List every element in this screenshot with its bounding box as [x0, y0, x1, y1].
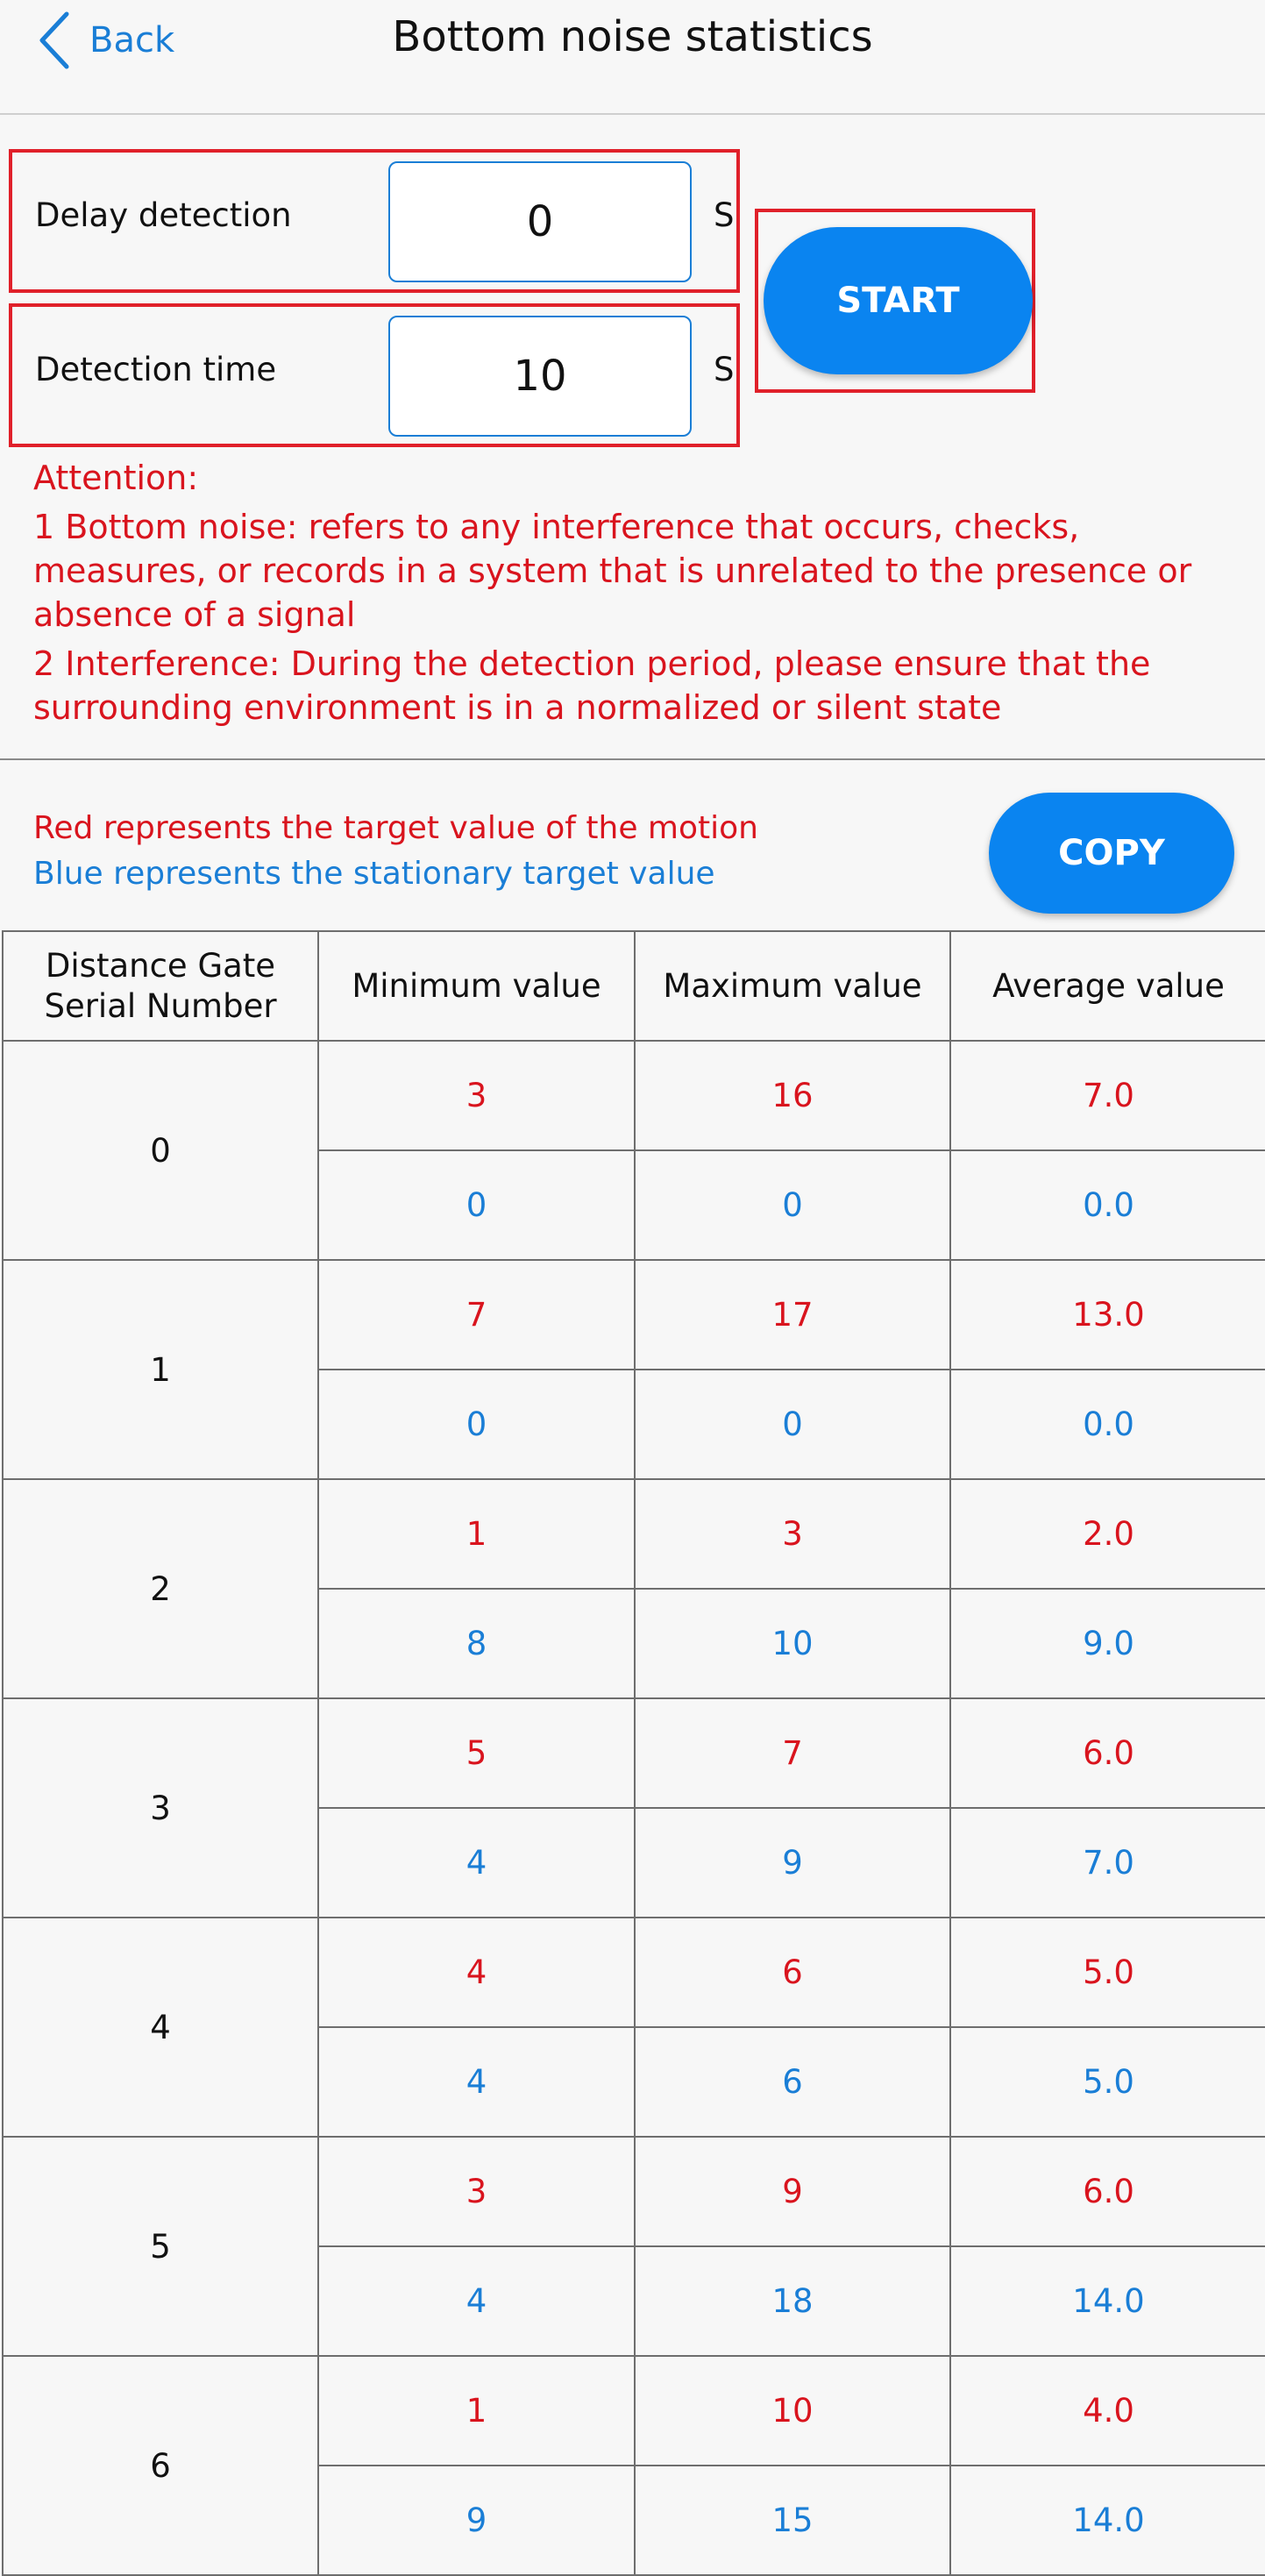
table-row — [3, 1918, 1265, 2027]
stationary-avg: 5.0 — [950, 2027, 1265, 2137]
stationary-min: 4 — [318, 1808, 635, 1918]
stationary-min: 0 — [318, 1370, 635, 1479]
stationary-min: 0 — [318, 1150, 635, 1260]
stationary-max: 18 — [635, 2246, 950, 2356]
stationary-avg: 14.0 — [950, 2246, 1265, 2356]
gate-number: 3 — [3, 1698, 318, 1918]
gate-number: 2 — [3, 1479, 318, 1698]
stationary-min: 8 — [318, 1589, 635, 1698]
table-header-row — [3, 931, 1265, 1041]
motion-avg: 4.0 — [950, 2356, 1265, 2466]
stationary-avg: 14.0 — [950, 2466, 1265, 2575]
header-bar — [0, 0, 1265, 115]
section-divider — [0, 758, 1265, 760]
start-button-frame — [755, 209, 1035, 393]
stationary-max: 0 — [635, 1370, 950, 1479]
gate-number: 4 — [3, 1918, 318, 2137]
copy-button[interactable]: COPY — [989, 793, 1234, 914]
motion-max: 16 — [635, 1041, 950, 1150]
stationary-avg: 0.0 — [950, 1150, 1265, 1260]
gate-number: 1 — [3, 1260, 318, 1479]
motion-avg: 6.0 — [950, 2137, 1265, 2246]
stationary-avg: 7.0 — [950, 1808, 1265, 1918]
motion-avg: 13.0 — [950, 1260, 1265, 1370]
legend-stationary: Blue represents the stationary target value — [33, 856, 715, 892]
gate-number: 0 — [3, 1041, 318, 1260]
stationary-max: 0 — [635, 1150, 950, 1260]
table-row — [3, 1260, 1265, 1370]
motion-min: 1 — [318, 1479, 635, 1589]
delay-detection-row — [9, 149, 740, 293]
stationary-avg: 0.0 — [950, 1370, 1265, 1479]
motion-max: 6 — [635, 1918, 950, 2027]
header-gate: Distance Gate Serial Number — [3, 931, 318, 1041]
motion-min: 3 — [318, 2137, 635, 2246]
header-max: Maximum value — [635, 931, 950, 1041]
motion-avg: 6.0 — [950, 1698, 1265, 1808]
page-title: Bottom noise statistics — [392, 12, 873, 61]
stationary-max: 15 — [635, 2466, 950, 2575]
motion-avg: 5.0 — [950, 1918, 1265, 2027]
table-row — [3, 2137, 1265, 2246]
detection-time-row — [9, 303, 740, 447]
motion-max: 9 — [635, 2137, 950, 2246]
stationary-min: 4 — [318, 2027, 635, 2137]
stationary-min: 9 — [318, 2466, 635, 2575]
motion-max: 7 — [635, 1698, 950, 1808]
table-row — [3, 2356, 1265, 2466]
noise-stats-table — [2, 930, 1265, 2576]
detection-time-unit: S — [714, 351, 735, 388]
gate-number: 6 — [3, 2356, 318, 2575]
motion-min: 1 — [318, 2356, 635, 2466]
attention-notes — [33, 456, 1243, 735]
motion-min: 7 — [318, 1260, 635, 1370]
motion-max: 17 — [635, 1260, 950, 1370]
detection-time-label: Detection time — [35, 351, 277, 388]
delay-detection-label: Delay detection — [35, 196, 292, 234]
motion-min: 3 — [318, 1041, 635, 1150]
table-row — [3, 1041, 1265, 1150]
attention-line-1: 1 Bottom noise: refers to any interference that occurs, checks, measures, or records in a system that is unrelated to the presence or absence of a signal — [33, 508, 1192, 634]
header-avg: Average value — [950, 931, 1265, 1041]
motion-max: 10 — [635, 2356, 950, 2466]
gate-number: 5 — [3, 2137, 318, 2356]
stationary-avg: 9.0 — [950, 1589, 1265, 1698]
stationary-max: 10 — [635, 1589, 950, 1698]
header-min: Minimum value — [318, 931, 635, 1041]
motion-max: 3 — [635, 1479, 950, 1589]
table-row — [3, 1698, 1265, 1808]
stationary-min: 4 — [318, 2246, 635, 2356]
start-button[interactable]: START — [764, 227, 1033, 374]
motion-min: 5 — [318, 1698, 635, 1808]
stationary-max: 6 — [635, 2027, 950, 2137]
attention-line-2: 2 Interference: During the detection period, please ensure that the surrounding environment is in a normalized or silent state — [33, 644, 1151, 727]
back-label: Back — [89, 20, 175, 60]
detection-time-input[interactable] — [388, 316, 692, 437]
attention-heading: Attention: — [33, 459, 199, 497]
legend-motion: Red represents the target value of the motion — [33, 810, 758, 846]
delay-detection-input[interactable] — [388, 161, 692, 282]
delay-detection-unit: S — [714, 196, 735, 234]
motion-avg: 7.0 — [950, 1041, 1265, 1150]
stationary-max: 9 — [635, 1808, 950, 1918]
table-row — [3, 1479, 1265, 1589]
motion-min: 4 — [318, 1918, 635, 2027]
motion-avg: 2.0 — [950, 1479, 1265, 1589]
